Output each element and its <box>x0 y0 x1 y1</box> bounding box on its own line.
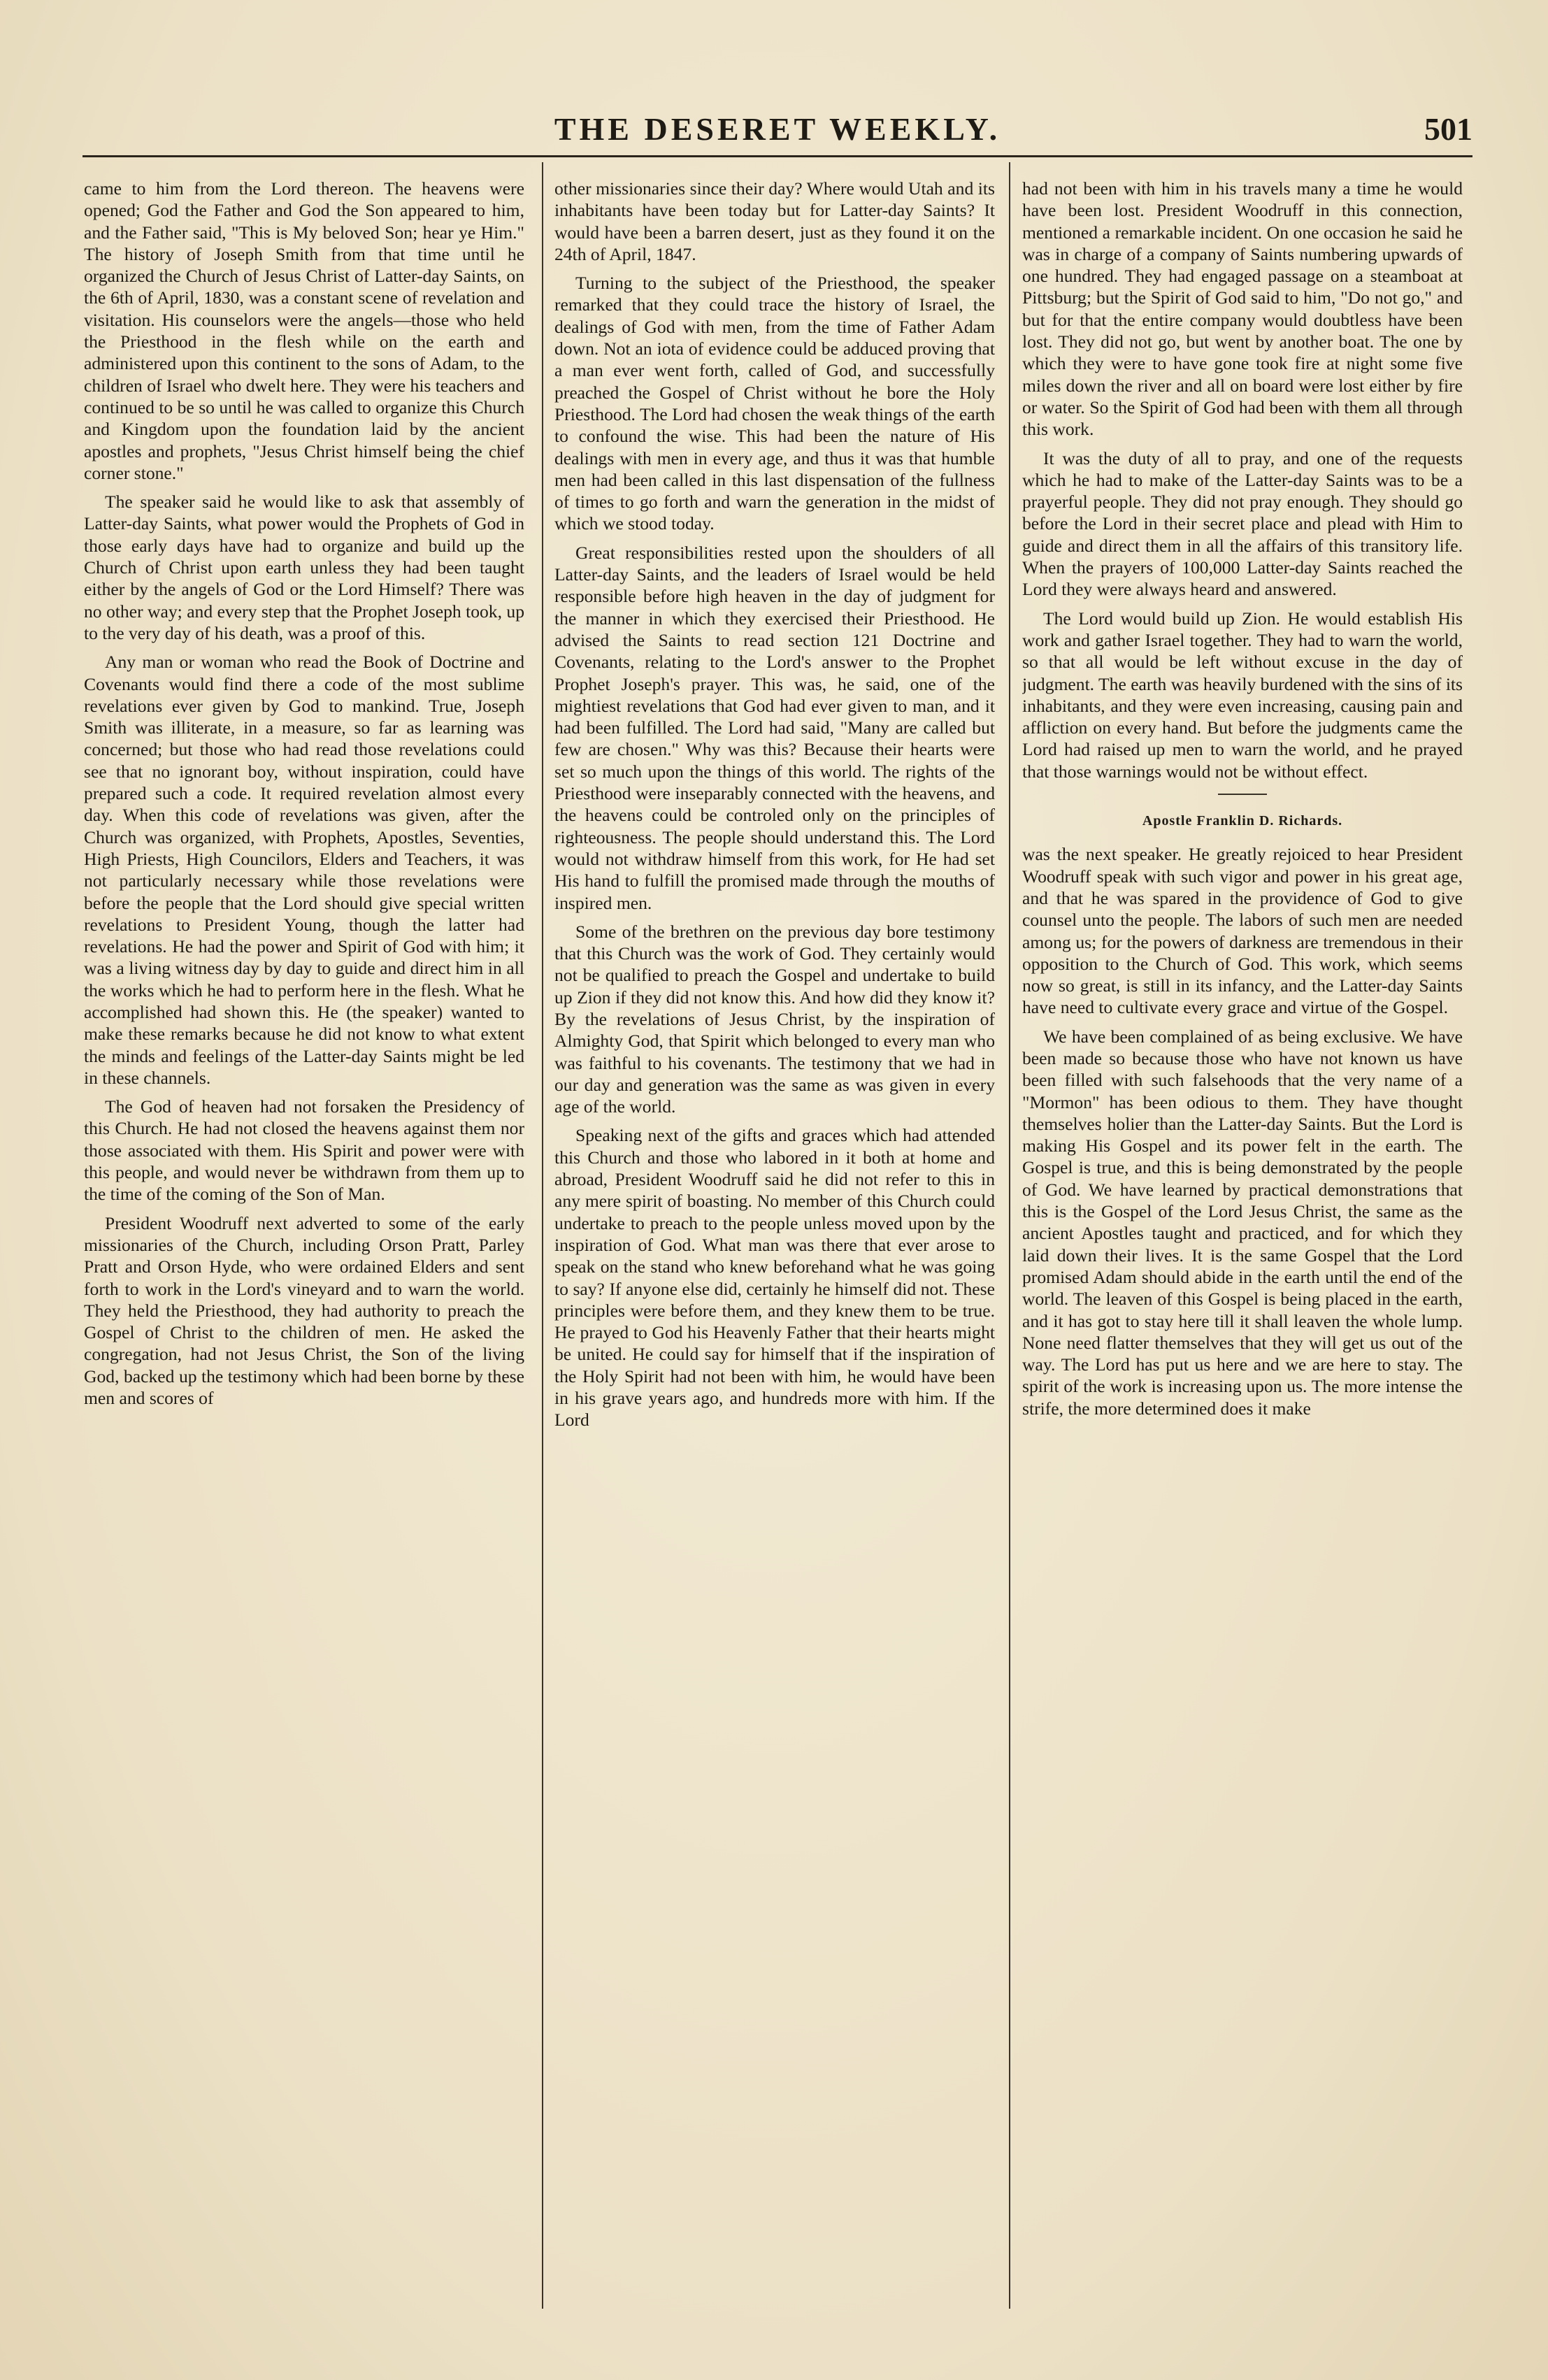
article-paragraph: Turning to the subject of the Priesthood, the speaker remarked that they could trace the history of Israel, the dealings of God with men, from the time of Father Adam down. Not an iota of evidence could be adduced proving that a man ever went forth, called of God, and successfully preached the Gospel of Christ without he bore the Holy Priesthood. The Lord had chosen the weak things of the earth to confound the wise. This had been the nature of His dealings with men in every age, and thus it was that humble men had been called in this last dispensation of the fullness of times to go forth and warn the generation in the midst of which we stood today. <box>554 273 995 534</box>
article-paragraph: The Lord would build up Zion. He would establish His work and gather Israel together. They had to warn the world, so that all would be left without excuse in the day of judgment. The earth was heavily burdened with the sins of its inhabitants, and they were even increasing, causing pain and affliction on every hand. But before the judgments came the Lord had raised up men to warn the world, and he prayed that those warnings would not be without effect. <box>1022 608 1463 782</box>
article-paragraph: was the next speaker. He greatly rejoiced to hear President Woodruff speak with such vigor and power in his great age, and that he was spared in the providence of God to give counsel unto the people. The labors of such men are needed among us; for the powers of darkness are tremendous in their opposition to the Church of God. This work, which seems now so great, is still in its infancy, and the Latter-day Saints have need to cultivate every grace and virtue of the Gospel. <box>1022 844 1463 1018</box>
speaker-subheading: Apostle Franklin D. Richards. <box>1142 813 1343 829</box>
column-3 <box>1022 178 1463 2317</box>
article-paragraph: The speaker said he would like to ask that assembly of Latter-day Saints, what power would the Prophets of God in those early days have had to organize and build up the Church of Christ upon earth unless they had been taught either by the angels of God or the Lord Himself? There was no other way; and every step that the Prophet Joseph took, up to the very day of his death, was a proof of this. <box>84 492 524 643</box>
article-paragraph: Some of the brethren on the previous day bore testimony that this Church was the work of God. They certainly would not be qualified to preach the Gospel and undertake to build up Zion if they did not know this. And how did they know it? By the revelations of Jesus Christ, by the inspiration of Almighty God, that Spirit which belonged to every man who was faithful to his covenants. The testimony that we had in our day and generation was the same as was given in every age of the world. <box>554 921 995 1117</box>
article-paragraph: Any man or woman who read the Book of Doctrine and Covenants would find there a code of the most sublime revelations ever given by God to mankind. True, Joseph Smith was illiterate, in a measure, so far as learning was concerned; but those who had read those revelations could see that no ignorant boy, without inspiration, could have prepared such a code. It required revelation almost every day. When this code of revelations was given, after the Church was organized, with Prophets, Apostles, Seventies, High Priests, High Councilors, Elders and Teachers, it was not particularly necessary while those revelations were before the people that the Lord should give special written revelations to President Young, though the latter had revelations. He had the power and Spirit of God with him; it was a living witness day by day to guide and direct him in all the works which he had to perform here in the flesh. What he accomplished had shown this. He (the speaker) wanted to make these remarks because he did not know to what extent the minds and feelings of the Latter-day Saints might be led in these channels. <box>84 652 524 1088</box>
article-paragraph: other missionaries since their day? Where would Utah and its inhabitants have been today but for Latter-day Saints? It would have been a barren desert, just as they found it on the 24th of April, 1847. <box>554 178 995 264</box>
article-paragraph: came to him from the Lord thereon. The heavens were opened; God the Father and God the Son appeared to him, and the Father said, "This is My beloved Son; hear ye Him." The history of Joseph Smith from that time until he organized the Church of Jesus Christ of Latter-day Saints, on the 6th of April, 1830, was a constant scene of revelation and visitation. His counselors were the angels—those who held the Priesthood in the flesh while on the earth and administered upon this continent to the sons of Adam, to the children of Israel who dwelt here. They were his teachers and continued to be so until he was called to organize this Church and Kingdom upon the foundation laid by the ancient apostles and prophets, "Jesus Christ himself being the chief corner stone." <box>84 178 524 483</box>
article-paragraph: Great responsibilities rested upon the shoulders of all Latter-day Saints, and the leaders of Israel would be held responsible before high heaven in the day of judgment for the manner in which they exercised their Priesthood. He advised the Saints to read section 121 Doctrine and Covenants, relating to the Lord's answer to the Prophet Prophet Joseph's prayer. This was, he said, one of the mightiest revelations that God had ever given to man, and it had been fulfilled. The Lord had said, "Many are called but few are chosen." Why was this? Because their hearts were set so much upon the things of this world. The rights of the Priesthood were inseparably connected with the heavens, and the heavens could be controled only on the principles of righteousness. The people should understand this. The Lord would not withdraw himself from this work, for He had set His hand to fulfill the promised made through the mouths of inspired men. <box>554 542 995 913</box>
article-paragraph: President Woodruff next adverted to some of the early missionaries of the Church, including Orson Pratt, Parley Pratt and Orson Hyde, who were ordained Elders and sent forth to work in the Lord's vineyard and to warn the world. They held the Priesthood, they had authority to preach the Gospel of Christ to the children of men. He asked the congregation, had not Jesus Christ, the Son of the living God, backed up the testimony which had been borne by these men and scores of <box>84 1212 524 1409</box>
column-1 <box>84 178 524 2317</box>
header-rule <box>83 155 1472 157</box>
article-paragraph: It was the duty of all to pray, and one of the requests which he had to make of the Latter-day Saints was to be a prayerful people. They did not pray enough. They should go before the Lord in their secret place and plead with Him to guide and direct them in all the affairs of this transitory life. When the prayers of 100,000 Latter-day Saints reached the Lord they were always heard and answered. <box>1022 447 1463 600</box>
article-paragraph: The God of heaven had not forsaken the Presidency of this Church. He had not closed the heavens against them nor those associated with them. His Spirit and power were with this people, and would never be withdrawn from them up to the time of the coming of the Son of Man. <box>84 1096 524 1205</box>
column-divider <box>1009 162 1010 2309</box>
page-number: 501 <box>1424 111 1472 147</box>
article-paragraph: had not been with him in his travels many a time he would have been lost. President Woodruff in this connection, mentioned a remarkable incident. On one occasion he said he was in charge of a company of Saints numbering upwards of one hundred. They had engaged passage on a steamboat at Pittsburg; but the Spirit of God said to him, "Do not go," and but for that the entire company would doubtless have been lost. They did not go, but went by another boat. The one by which they were to have gone took fire at night some five miles down the river and all on board were lost either by fire or water. So the Spirit of God had been with them all through this work. <box>1022 178 1463 440</box>
article-paragraph: Speaking next of the gifts and graces which had attended this Church and those who labored in it both at home and abroad, President Woodruff said he did not refer to this in any mere spirit of boasting. No member of this Church could undertake to preach to the people unless moved upon by the inspiration of God. What man was there that ever arose to speak on the stand who knew beforehand what he was going to say? If anyone else did, certainly he himself did not. These principles were before them, and they knew them to be true. He prayed to God his Heavenly Father that their hearts might be united. He could say for himself that if the inspiration of the Holy Spirit had not been with him, he would have been in his grave years ago, and hundreds more with him. If the Lord <box>554 1125 995 1431</box>
page-title: THE DESERET WEEKLY. <box>554 111 1001 147</box>
column-2 <box>554 178 995 2317</box>
section-rule <box>1218 794 1267 795</box>
column-divider <box>542 162 543 2309</box>
article-paragraph: We have been complained of as being exclusive. We have been made so because those who have not known us have been filled with such falsehoods that the very name of a "Mormon" has been odious to them. They have thought themselves holier than the Latter-day Saints. But the Lord is making His Gospel and its power felt in the earth. The Gospel is true, and this is being demonstrated by the people of God. We have learned by practical demonstrations that this is the Gospel of the Lord Jesus Christ, the same as the ancient Apostles taught and practiced, and for which they laid down their lives. It is the same Gospel that the Lord promised Adam should abide in the earth until the end of the world. The leaven of this Gospel is being placed in the earth, and it has got to stay here till it shall leaven the whole lump. None need flatter themselves that they will get us out of the way. The Lord has put us here and we are here to stay. The spirit of the work is increasing upon us. The more intense the strife, the more determined does it make <box>1022 1026 1463 1419</box>
page-header <box>83 110 1472 151</box>
